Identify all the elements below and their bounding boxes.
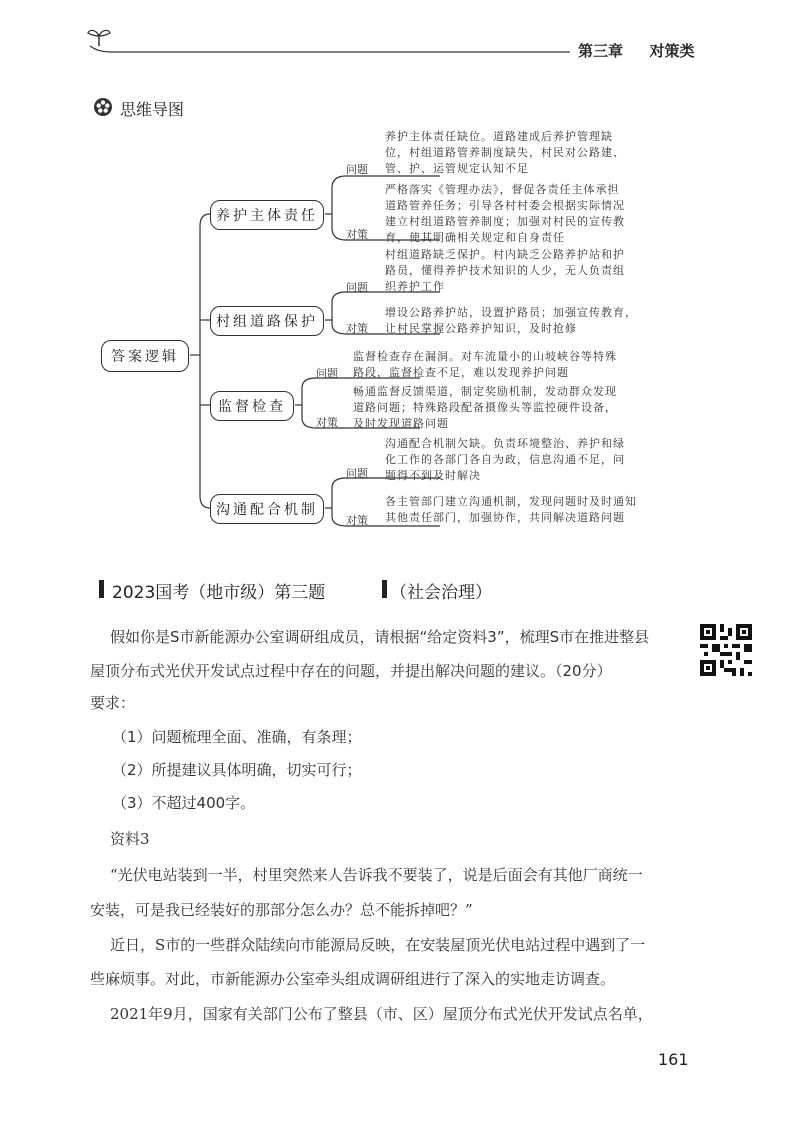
qr-code-icon[interactable] — [700, 624, 752, 676]
solution-tag: 对策 — [316, 416, 338, 429]
branch-node-supervision: 监督检查 — [210, 391, 294, 421]
problem-tag: 问题 — [346, 163, 368, 176]
material-p2-line1: 近日，S市的一些群众陆续向市能源局反映，在安装屋顶光伏电站过程中遇到了一 — [110, 936, 646, 954]
leaf-problem-4: 沟通配合机制欠缺。负责环境整治、养护和绿 化工作的各部门各自为政，信息沟通不足，问 题得不到及时解决 — [385, 437, 625, 482]
material-quote-line2: 安装，可是我已经装好的那部分怎么办？总不能拆掉吧？” — [90, 901, 473, 919]
leaf-problem-1: 养护主体责任缺位。道路建成后养护管理缺 位，村组道路管养制度缺失，村民对公路建、 管、护、运管规定认知不足 — [385, 130, 625, 175]
solution-tag: 对策 — [346, 228, 368, 241]
solution-tag: 对策 — [346, 322, 368, 335]
mindmap-root-node: 答案逻辑 — [101, 340, 189, 372]
question-title-bar-right — [382, 580, 387, 598]
leaf-solution-3: 畅通监督反馈渠道，制定奖励机制，发动群众发现 道路问题；特殊路段配备摄像头等监控硬件设备， 及时发现道路问题 — [353, 385, 617, 430]
category-label: 对策类 — [649, 42, 695, 60]
question-prompt-cont: 屋顶分布式光伏开发试点过程中存在的问题，并提出解决问题的建议。（20分） — [90, 662, 612, 680]
requirement-1: （1）问题梳理全面、准确，有条理； — [112, 728, 362, 746]
requirements-label: 要求： — [90, 694, 136, 712]
branch-node-road-protection: 村组道路保护 — [210, 306, 324, 336]
question-prompt: 假如你是S市新能源办公室调研组成员，请根据“给定资料3”，梳理S市在推进整县 — [110, 628, 650, 646]
leaf-solution-1: 严格落实《管理办法》，督促各责任主体承担 道路管养任务；引导各村村委会根据实际情况 建立村组道路管养制度；加强对村民的宣传教 育，使其明确相关规定和自身责任 — [385, 183, 625, 244]
requirement-2: （2）所提建议具体明确，切实可行； — [112, 761, 362, 779]
question-subtitle: （社会治理） — [390, 583, 492, 603]
branch-node-coordination: 沟通配合机制 — [210, 494, 324, 524]
problem-tag: 问题 — [316, 367, 338, 380]
problem-tag: 问题 — [346, 281, 368, 294]
chapter-label: 第三章 — [578, 42, 624, 60]
material-quote-line1: “光伏电站装到一半，村里突然来人告诉我不要装了，说是后面会有其他厂商统一 — [110, 866, 643, 884]
solution-tag: 对策 — [346, 514, 368, 527]
leaf-problem-3: 监督检查存在漏洞。对车流量小的山坡峡谷等特殊 路段，监督检查不足，难以发现养护问题 — [353, 350, 617, 379]
material-p2-line2: 些麻烦事。对此，市新能源办公室牵头组成调研组进行了深入的实地走访调查。 — [90, 970, 616, 988]
leaf-solution-4: 各主管部门建立沟通机制，发现问题时及时通知 其他责任部门，加强协作，共同解决道路问题 — [385, 495, 637, 524]
question-title-bar-left — [99, 580, 104, 598]
page-number: 161 — [658, 1050, 689, 1069]
leaf-problem-2: 村组道路缺乏保护。村内缺乏公路养护站和护 路员，懂得养护技术知识的人少，无人负责组 织养护工作 — [385, 248, 625, 293]
branch-node-maintenance-responsibility: 养护主体责任 — [210, 200, 324, 230]
material-p3-line1: 2021年9月，国家有关部门公布了整县（市、区）屋顶分布式光伏开发试点名单， — [110, 1005, 653, 1023]
mindmap-title: 思维导图 — [120, 100, 185, 119]
material-label: 资料3 — [110, 830, 150, 848]
leaf-solution-2: 增设公路养护站，设置护路员；加强宣传教育， 让村民掌握公路养护知识，及时抢修 — [385, 306, 637, 335]
problem-tag: 问题 — [346, 467, 368, 480]
requirement-3: （3）不超过400字。 — [112, 794, 256, 812]
question-title: 2023国考（地市级）第三题 — [112, 583, 326, 603]
